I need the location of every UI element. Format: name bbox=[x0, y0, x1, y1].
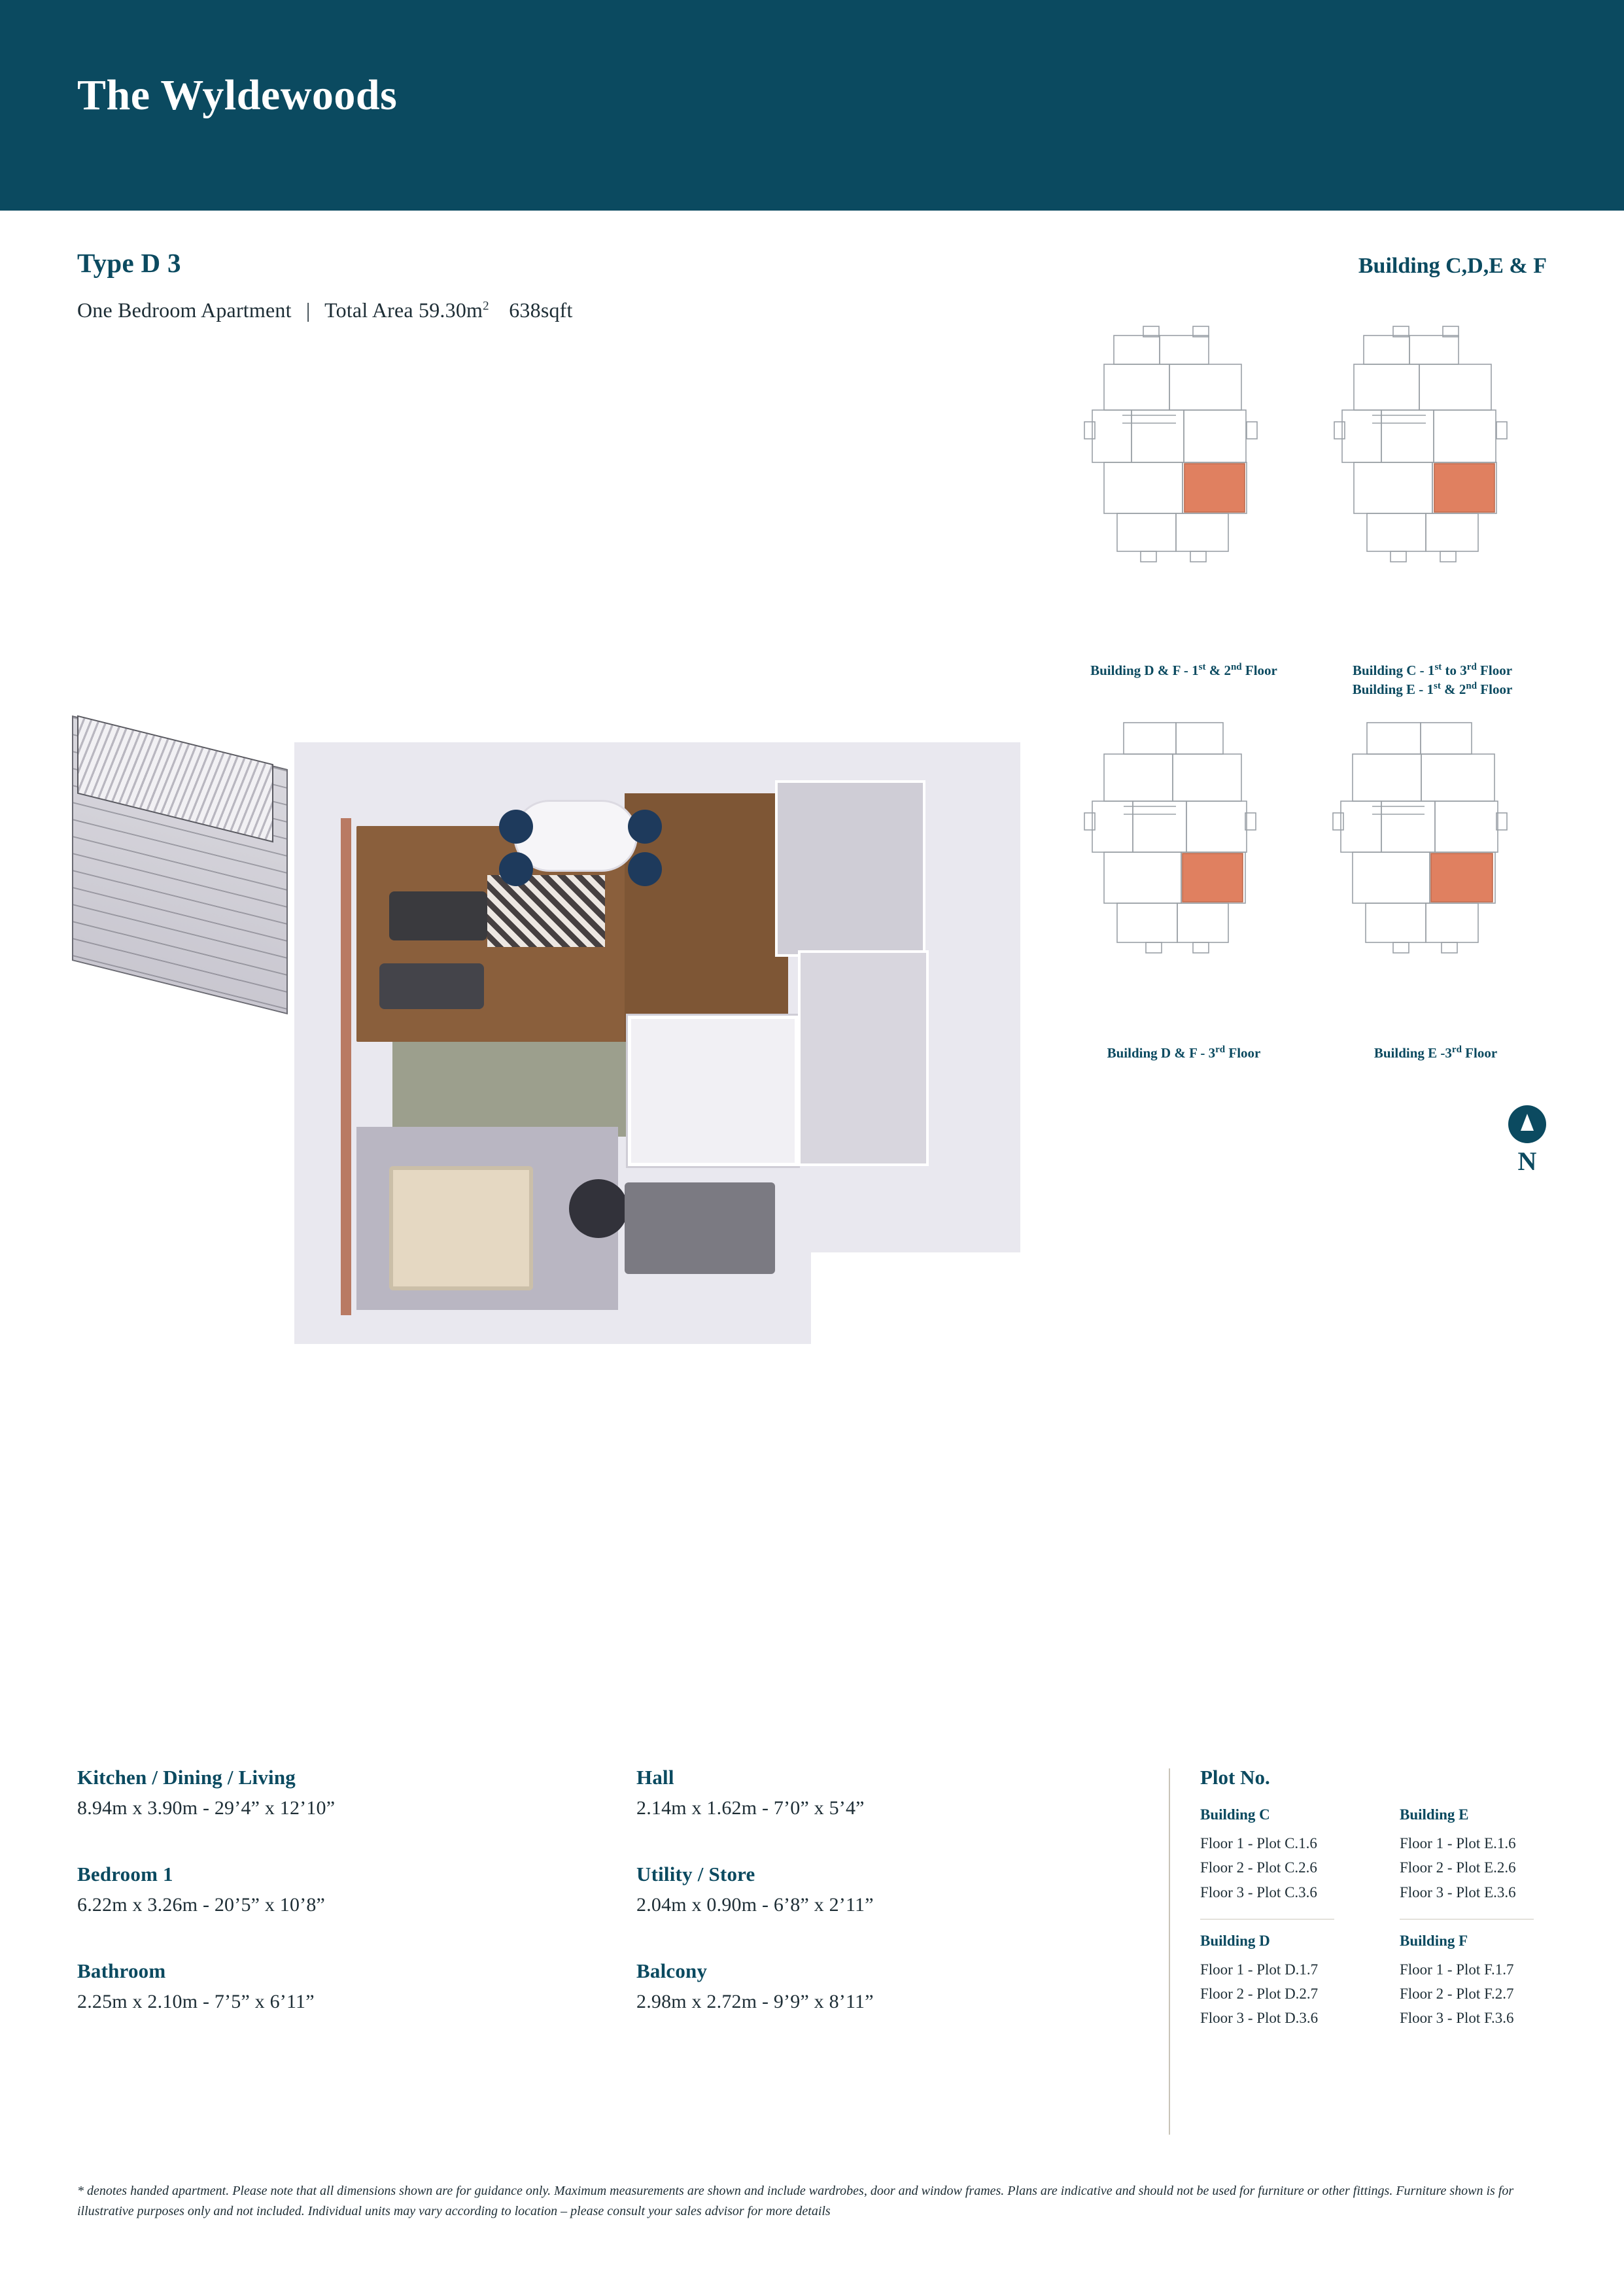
plot-line: Floor 1 - Plot E.1.6 bbox=[1400, 1835, 1516, 1851]
area-unit-superscript: 2 bbox=[483, 299, 489, 313]
keyplan-caption-e-3rd bbox=[1298, 1043, 1573, 1062]
dining-chair bbox=[628, 852, 662, 886]
room-entry bbox=[77, 1959, 587, 2013]
caption-text: & 2 bbox=[1440, 681, 1466, 698]
plot-dividers bbox=[1200, 1904, 1566, 1933]
apartment-summary bbox=[77, 298, 573, 322]
plot-line: Floor 3 - Plot E.3.6 bbox=[1400, 1884, 1516, 1901]
room-entry bbox=[77, 1766, 587, 1819]
dining-chair bbox=[499, 810, 533, 844]
caption-sup: nd bbox=[1230, 662, 1242, 672]
caption-sup: nd bbox=[1466, 681, 1477, 692]
caption-text: Building D & F - 3 bbox=[1107, 1045, 1216, 1061]
plot-line: Floor 1 - Plot D.1.7 bbox=[1200, 1961, 1319, 1978]
caption-sup: rd bbox=[1215, 1044, 1226, 1055]
summary-separator: | bbox=[305, 298, 311, 322]
room-dimensions: 2.98m x 2.72m - 9’9” x 8’11” bbox=[636, 1991, 874, 2012]
keyplan-caption-c-e bbox=[1295, 661, 1570, 699]
page-title: Type D 3 bbox=[77, 248, 181, 278]
caption-text: Building E - 1 bbox=[1352, 681, 1434, 698]
plot-group-building-e bbox=[1400, 1806, 1566, 1904]
room-dimensions: 2.25m x 2.10m - 7’5” x 6’11” bbox=[77, 1991, 315, 2012]
schedule-column-right bbox=[636, 1766, 1147, 2056]
caption-text: Building C - 1 bbox=[1352, 663, 1435, 678]
room-dimensions: 2.04m x 0.90m - 6’8” x 2’11” bbox=[636, 1894, 874, 1916]
plot-group-title: Building E bbox=[1400, 1806, 1469, 1823]
room-name: Kitchen / Dining / Living bbox=[77, 1766, 296, 1789]
caption-sup: rd bbox=[1466, 662, 1477, 672]
sofa bbox=[389, 891, 487, 940]
plot-line: Floor 3 - Plot D.3.6 bbox=[1200, 2010, 1319, 2027]
bedroom-bench bbox=[625, 1182, 775, 1274]
plot-line: Floor 3 - Plot F.3.6 bbox=[1400, 2010, 1514, 2027]
caption-sup: st bbox=[1198, 662, 1206, 672]
plot-group-title: Building F bbox=[1400, 1932, 1468, 1949]
plot-panel-title: Plot No. bbox=[1200, 1766, 1270, 1789]
caption-text: Floor bbox=[1225, 1045, 1261, 1061]
brand-title: The Wyldewoods bbox=[77, 71, 398, 119]
plot-group-building-d bbox=[1200, 1933, 1367, 2031]
kitchen-units bbox=[775, 780, 925, 957]
plot-numbers-panel bbox=[1200, 1766, 1566, 2031]
apartment-render bbox=[72, 736, 1017, 1328]
living-rug bbox=[487, 875, 605, 947]
plot-line: Floor 2 - Plot C.2.6 bbox=[1200, 1859, 1317, 1876]
room-name: Bathroom bbox=[77, 1959, 166, 1982]
plot-line: Floor 2 - Plot E.2.6 bbox=[1400, 1859, 1516, 1876]
north-arrow-icon bbox=[1508, 1105, 1546, 1143]
caption-line bbox=[1295, 661, 1570, 680]
caption-text: Floor bbox=[1476, 663, 1513, 678]
plot-group-title: Building D bbox=[1200, 1932, 1270, 1949]
vertical-divider bbox=[1169, 1768, 1170, 2135]
schedule-column-left bbox=[77, 1766, 587, 2056]
room-entry bbox=[636, 1766, 1147, 1819]
room-entry bbox=[636, 1863, 1147, 1916]
utility-store-area bbox=[798, 950, 929, 1166]
room-name: Balcony bbox=[636, 1959, 708, 1982]
plot-group-title: Building C bbox=[1200, 1806, 1270, 1823]
disclaimer-text: * denotes handed apartment. Please note that all dimensions shown are for guidance only. Maximum measurements are shown and include wardrobes, door and window frames. Plans are indicative and should not be used for furniture or other fittings. Furniture shown is for illustrative purposes only and not included. Individual units may vary according to location – please consult your sales advisor for more details bbox=[77, 2184, 1514, 2218]
dining-chair bbox=[499, 852, 533, 886]
room-name: Bedroom 1 bbox=[77, 1863, 173, 1885]
bathroom-area bbox=[628, 1016, 798, 1166]
north-label: N bbox=[1517, 1146, 1537, 1176]
room-name: Hall bbox=[636, 1766, 674, 1789]
plot-line: Floor 3 - Plot C.3.6 bbox=[1200, 1884, 1317, 1901]
caption-text: Building D & F - 1 bbox=[1090, 663, 1199, 678]
building-label: Building C,D,E & F bbox=[1358, 254, 1547, 278]
caption-text: Building E -3 bbox=[1373, 1045, 1452, 1061]
total-area-label: Total Area 59.30m bbox=[324, 298, 483, 322]
caption-sup: st bbox=[1434, 662, 1442, 672]
dining-table bbox=[513, 800, 638, 872]
total-area-sqft: 638sqft bbox=[509, 298, 573, 322]
caption-sup: st bbox=[1434, 681, 1441, 692]
caption-text: Floor bbox=[1241, 663, 1277, 678]
apartment-floorplate bbox=[317, 754, 1004, 1238]
keyplan-caption-d-f-3rd bbox=[1046, 1043, 1321, 1062]
plot-group-building-c bbox=[1200, 1806, 1367, 1904]
sofa-secondary bbox=[379, 963, 484, 1009]
caption-text: Floor bbox=[1461, 1045, 1498, 1061]
plot-line: Floor 2 - Plot D.2.7 bbox=[1200, 1986, 1319, 2002]
room-dimensions: 6.22m x 3.26m - 20’5” x 10’8” bbox=[77, 1894, 326, 1916]
room-dimensions: 2.14m x 1.62m - 7’0” x 5’4” bbox=[636, 1797, 865, 1819]
keyplan-caption-d-f-1st-2nd bbox=[1046, 661, 1321, 680]
room-entry bbox=[636, 1959, 1147, 2013]
hall-floor bbox=[392, 1042, 634, 1137]
room-entry bbox=[77, 1863, 587, 1916]
plot-grid-bottom bbox=[1200, 1933, 1566, 2031]
plot-line: Floor 1 - Plot F.1.7 bbox=[1400, 1961, 1514, 1978]
caption-text: to 3 bbox=[1442, 663, 1467, 678]
bed bbox=[389, 1166, 533, 1290]
bedroom-armchair bbox=[569, 1179, 628, 1238]
caption-text: Floor bbox=[1477, 681, 1513, 698]
caption-sup: rd bbox=[1451, 1044, 1462, 1055]
plot-line: Floor 1 - Plot C.1.6 bbox=[1200, 1835, 1317, 1851]
dining-chair bbox=[628, 810, 662, 844]
external-wall bbox=[341, 818, 351, 1315]
apartment-type-label: One Bedroom Apartment bbox=[77, 298, 292, 322]
caption-line bbox=[1295, 680, 1570, 698]
compass bbox=[1498, 1105, 1557, 1177]
room-dimensions: 8.94m x 3.90m - 29’4” x 12’10” bbox=[77, 1797, 336, 1819]
plot-divider-left bbox=[1200, 1904, 1367, 1933]
plot-group-building-f bbox=[1400, 1933, 1566, 2031]
plot-divider-right bbox=[1400, 1904, 1566, 1933]
caption-text: & 2 bbox=[1205, 663, 1231, 678]
plot-line: Floor 2 - Plot F.2.7 bbox=[1400, 1986, 1514, 2002]
plot-grid-top bbox=[1200, 1806, 1566, 1904]
room-name: Utility / Store bbox=[636, 1863, 755, 1885]
